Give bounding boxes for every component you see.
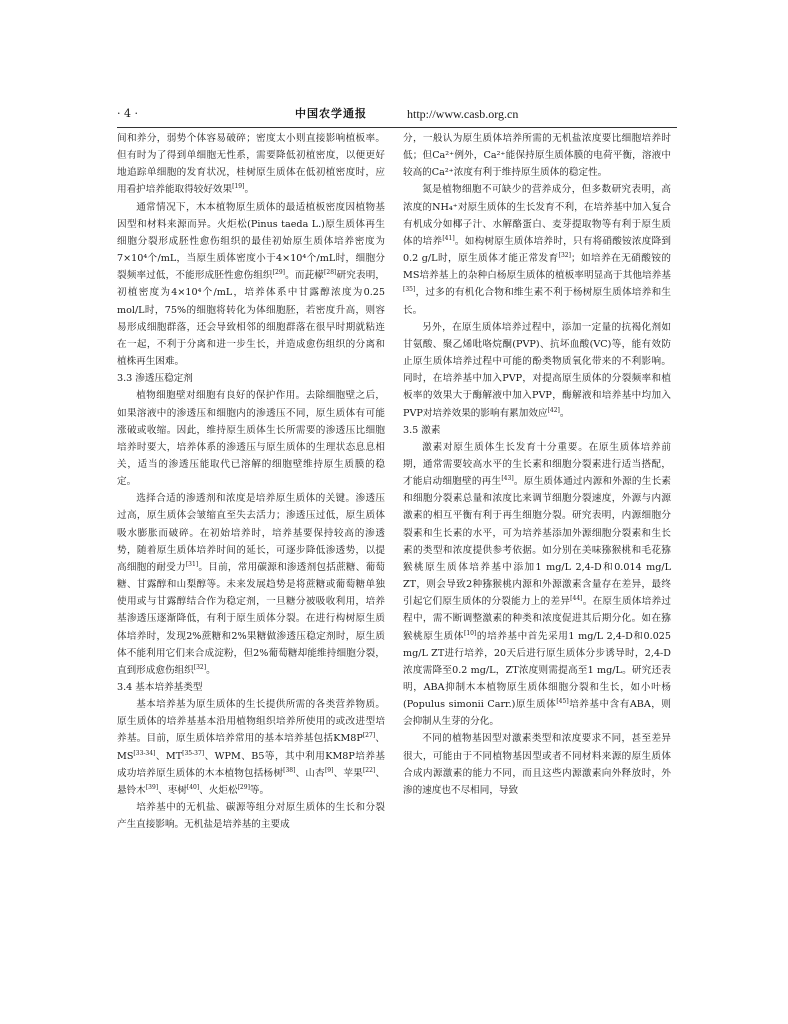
journal-title: 中国农学通报 xyxy=(295,107,367,120)
section-heading: 3.4 基本培养基类型 xyxy=(117,682,203,693)
header-rule xyxy=(117,127,677,128)
section-heading: 3.3 渗透压稳定剂 xyxy=(117,373,193,385)
paragraph: 通常情况下，木本植物原生质体的最适植板密度因植物基因型和材料来源而异。火炬松(Pinus taeda L.)原生质体再生细胞分裂形成胚性愈伤组织的最佳初始原生质体培养密度为7×10⁴个/mL，当原生质体密度小于4×10⁴个/mL时，细胞分裂频率过低，不能形成胚性愈伤组织[29]。而茈檬[28]研究表明，初植密度为4×10⁴个/mL，培养体系中甘露醇浓度为0.25 mol/L时，75%的细胞将转化为体细胞胚，若密度升高，则容易形成细胞群落，还会导致相邻的细胞群落在很早时期就粘连在一起，不利于分离和进一步生长，并造成愈伤组织的分离和植株再生困难。 xyxy=(117,201,385,368)
paragraph: 培养基中的无机盐、碳源等组分对原生质体的生长和分裂产生直接影响。无机盐是培养基的主要成 xyxy=(117,802,385,831)
paragraph: 基本培养基为原生质体的生长提供所需的各类营养物质。原生质体的培养基基本沿用植物组织培养所使用的或改进型培养基。目前，原生质体培养常用的基本培养基包括KM8P[27]、MS[33-34]、MT[35-37]、WPM、B5等，其中利用KM8P培养基成功培养原生质体的木本植物包括杨树[38]、山杏[9]、苹果[22]、悬铃木[39]、枣树[40]、火炬松[29]等。 xyxy=(117,699,385,796)
right-column xyxy=(403,130,671,886)
paragraph: 间和养分，弱势个体容易破碎；密度太小则直接影响植板率。但有时为了得到单细胞无性系，需要降低初植密度，以便更好地追踪单细胞的发育状况，桂树原生质体在低初植密度时，应用看护培养能取得较好效果[19]。 xyxy=(117,133,385,196)
paragraph: 选择合适的渗透剂和浓度是培养原生质体的关键。渗透压过高，原生质体会皱缩直至失去活力；渗透压过低，原生质体吸水膨胀而破碎。在初始培养时，培养基要保持较高的渗透势，随着原生质体培养时间的延长，可逐步降低渗透势，以提高细胞的耐受力[31]。目前，常用碳源和渗透剂包括蔗糖、葡萄糖、甘露醇和山梨醇等。未来发展趋势是将蔗糖或葡萄糖单独使用或与甘露醇结合作为稳定剂，一旦糖分被吸收利用，培养基渗透压逐渐降低，有利于原生质体分裂。在进行构树原生质体培养时，发现2%蔗糖和2%果糖做渗透压稳定剂时，原生质体不能利用它们来合成淀粉，但2%葡萄糖却能维持细胞分裂，直到形成愈伤组织[32]。 xyxy=(117,493,385,676)
section-heading: 3.5 激素 xyxy=(403,424,441,436)
paragraph: 另外，在原生质体培养过程中，添加一定量的抗褐化剂如甘氨酸、聚乙烯吡咯烷酮(PVP)、抗坏血酸(VC)等，能有效防止原生质体培养过程中可能的酚类物质氧化带来的不利影响。同时，在培养基中加入PVP，对提高原生质体的分裂频率和植板率的效果大于酶解液中加入PVP，酶解液和培养基中均加入PVP对培养效果的影响有累加效应[42]。 xyxy=(403,321,671,419)
page-number: · 4 · xyxy=(117,107,138,120)
paragraph: 氮是植物细胞不可缺少的营养成分，但多数研究表明，高浓度的NH₄⁺对原生质体的生长发育不利，在培养基中加入复合有机成分如椰子汁、水解酪蛋白、麦芽提取物等有利于原生质体的培养[41]。如构树原生质体培养时，只有将硝酸铵浓度降到0.2 g/L时，原生质体才能正常发育[32]；如培养在无硝酸铵的MS培养基上的杂种白杨原生质体的植板率明显高于其他培养基[35]，过多的有机化合物和维生素不利于杨树原生质体培养和生长。 xyxy=(403,184,671,316)
paragraph: 分，一般认为原生质体培养所需的无机盐浓度要比细胞培养时低；但Ca²⁺例外，Ca²⁺能保持原生质体膜的电荷平衡，溶液中较高的Ca²⁺浓度有利于维持原生质体的稳定性。 xyxy=(403,133,671,179)
journal-url[interactable]: http://www.casb.org.cn xyxy=(407,107,519,121)
left-column xyxy=(117,130,385,886)
paragraph: 激素对原生质体生长发育十分重要。在原生质体培养前期，通常需要较高水平的生长素和细胞分裂素进行适当搭配，才能启动细胞壁的再生[43]。原生质体通过内源和外源的生长素和细胞分裂素总量和浓度比来调节细胞分裂速度，外源与内源激素的相互平衡有利于再生细胞分裂。研究表明，内源细胞分裂素和生长素的水平，可为培养基添加外源细胞分裂素和生长素的类型和浓度提供参考依据。如分别在美味猕猴桃和毛花猕猴桃原生质体培养基中添加1 mg/L 2,4-D和0.014 mg/L ZT，则会导致2种猕猴桃内源和外源激素含量存在差异，最终引起它们原生质体的分裂能力上的差异[44]。在原生质体培养过程中，需不断调整激素的种类和浓度促进其后期分化。如在猕猴桃原生质体[10]的培养基中首先采用1 mg/L 2,4-D和0.025 mg/L ZT进行培养，20天后进行原生质体分步诱导时，2,4-D浓度需降至0.2 mg/L，ZT浓度则需提高至1 mg/L。研究还表明，ABA抑制木本植物原生质体细胞分裂和生长，如小叶杨(Populus simonii Carr.)原生质体[45]培养基中含有ABA，则会抑制从生芽的分化。 xyxy=(403,441,671,728)
paragraph: 不同的植物基因型对激素类型和浓度要求不同，甚至差异很大，可能由于不同植物基因型或者不同材料来源的原生质体合成内源激素的能力不同，而且这些内源激素向外释放时，外渗的速度也不尽相同，导致 xyxy=(403,733,671,796)
paragraph: 植物细胞壁对细胞有良好的保护作用。去除细胞壁之后，如果溶液中的渗透压和细胞内的渗透压不同，原生质体有可能涨破或收缩。因此，维持原生质体生长所需要的渗透压比细胞培养时要大，培养体系的渗透压与原生质体的生理状态息息相关，适当的渗透压能取代已溶解的细胞壁维持原生质膜的稳定。 xyxy=(117,390,385,488)
running-header xyxy=(117,104,677,124)
